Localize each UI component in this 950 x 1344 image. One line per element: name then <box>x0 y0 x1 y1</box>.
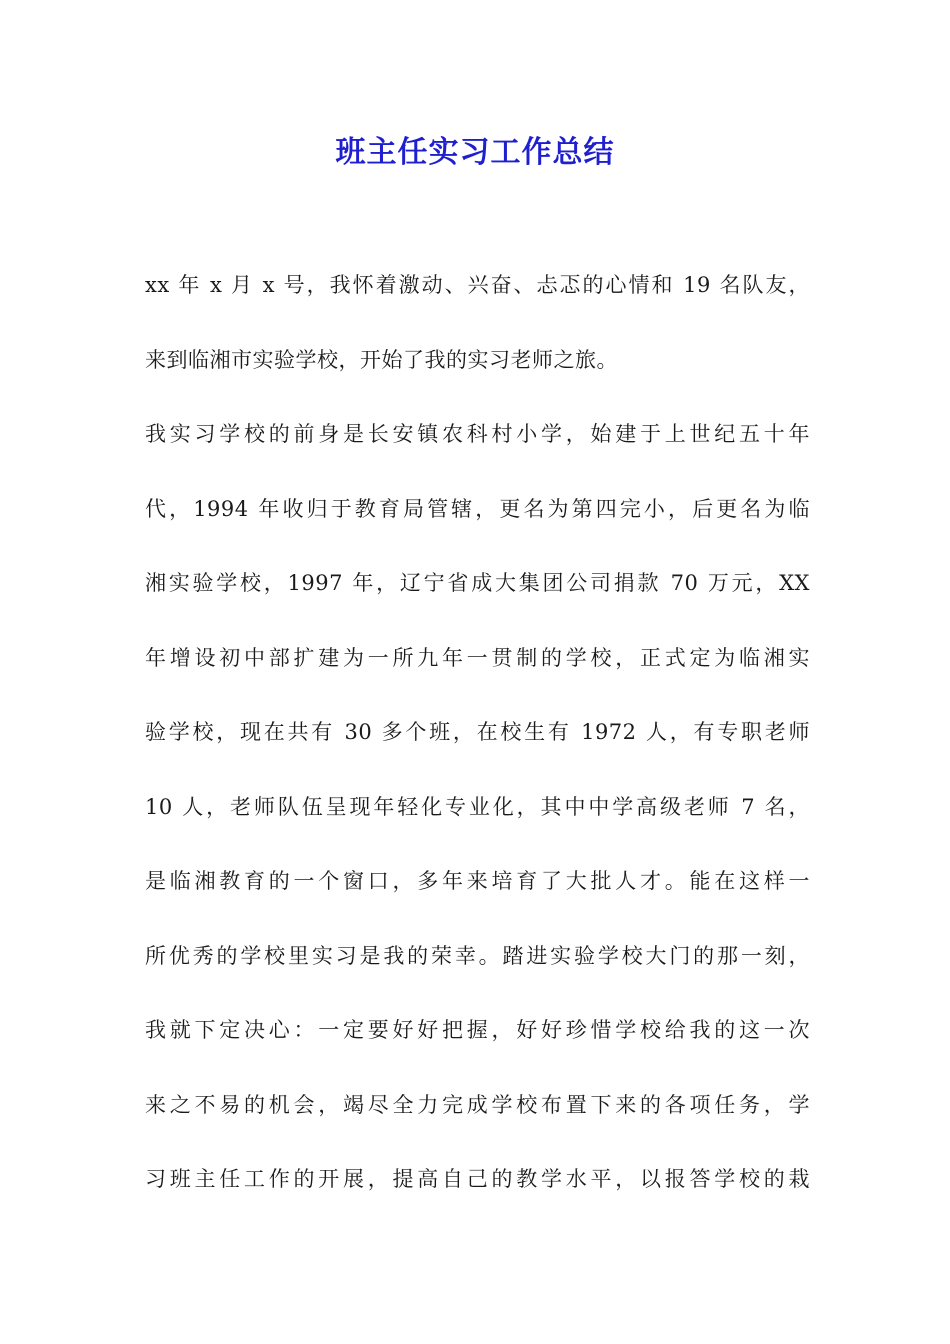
body-line: 习班主任工作的开展，提高自己的教学水平，以报答学校的栽 <box>145 1167 810 1191</box>
document-title: 班主任实习工作总结 <box>335 135 615 170</box>
body-line: 湘实验学校，1997 年，辽宁省成大集团公司捐款 70 万元，XX <box>145 571 810 595</box>
body-line: xx 年 x 月 x 号，我怀着激动、兴奋、忐忑的心情和 19 名队友， <box>145 273 810 297</box>
body-line: 代，1994 年收归于教育局管辖，更名为第四完小，后更名为临 <box>145 496 810 521</box>
body-line: 年增设初中部扩建为一所九年一贯制的学校，正式定为临湘实 <box>145 645 810 670</box>
body-line: 验学校，现在共有 30 多个班，在校生有 1972 人，有专职老师 <box>145 720 810 744</box>
body-line: 我实习学校的前身是长安镇农科村小学，始建于上世纪五十年 <box>145 422 810 446</box>
body-line: 我就下定决心：一定要好好把握，好好珍惜学校给我的这一次 <box>145 1018 810 1042</box>
body-line: 来之不易的机会，竭尽全力完成学校布置下来的各项任务，学 <box>145 1092 810 1117</box>
body-line: 是临湘教育的一个窗口，多年来培育了大批人才。能在这样一 <box>145 869 810 893</box>
body-line: 所优秀的学校里实习是我的荣幸。踏进实验学校大门的那一刻， <box>145 943 810 968</box>
body-line: 10 人，老师队伍呈现年轻化专业化，其中中学高级老师 7 名， <box>145 794 810 819</box>
document-body <box>145 248 810 1217</box>
body-line: 来到临湘市实验学校，开始了我的实习老师之旅。 <box>145 347 618 372</box>
